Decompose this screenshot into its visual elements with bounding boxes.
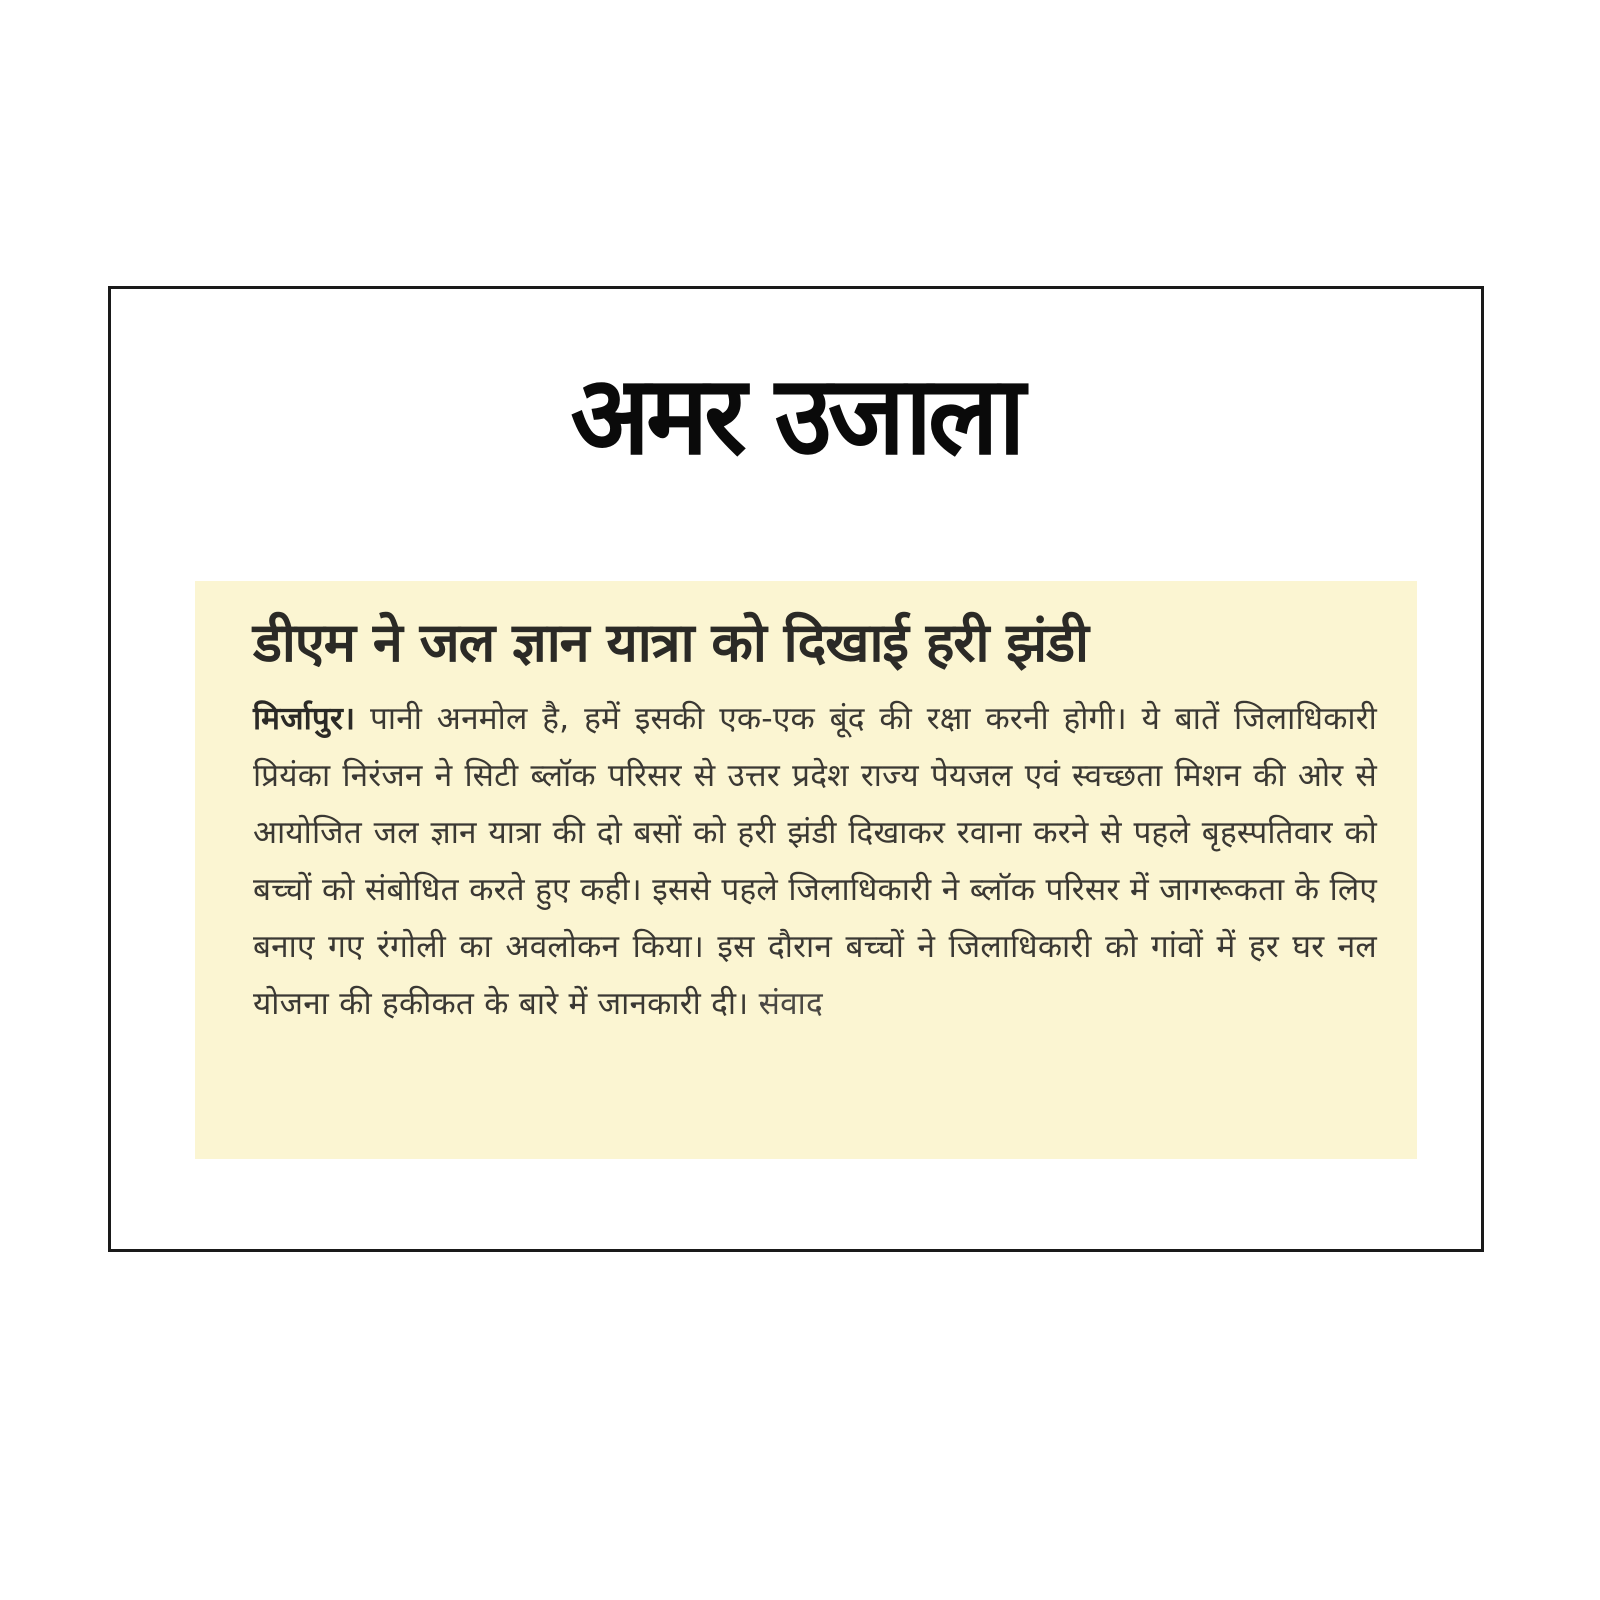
article-headline: डीएम ने जल ज्ञान यात्रा को दिखाई हरी झंडी [253, 611, 1088, 674]
article-text: पानी अनमोल है, हमें इसकी एक-एक बूंद की रक्षा करनी होगी। ये बातें जिलाधिकारी प्रियंका निरंजन ने सिटी ब्लॉक परिसर से उत्तर प्रदेश राज्य पेयजल एवं स्वच्छता मिशन की ओर से आयोजित जल ज्ञान यात्रा की दो बसों को हरी झंडी दिखाकर रवाना करने से पहले बृहस्पतिवार को बच्चों को संबोधित करते हुए कही। इससे पहले जिलाधिकारी ने ब्लॉक परिसर में जागरूकता के लिए बनाए गए रंगोली का अवलोकन किया। इस दौरान बच्चों ने जिलाधिकारी को गांवों में हर घर नल योजना की हकीकत के बारे में जानकारी दी। [253, 701, 1377, 1022]
article-credit: संवाद [758, 986, 823, 1022]
page-frame [108, 286, 1484, 1252]
newspaper-masthead: अमर उजाला [570, 350, 1022, 480]
news-clipping [195, 581, 1417, 1159]
article-body [253, 691, 1377, 1033]
article-dateline: मिर्जापुर। [253, 701, 356, 737]
